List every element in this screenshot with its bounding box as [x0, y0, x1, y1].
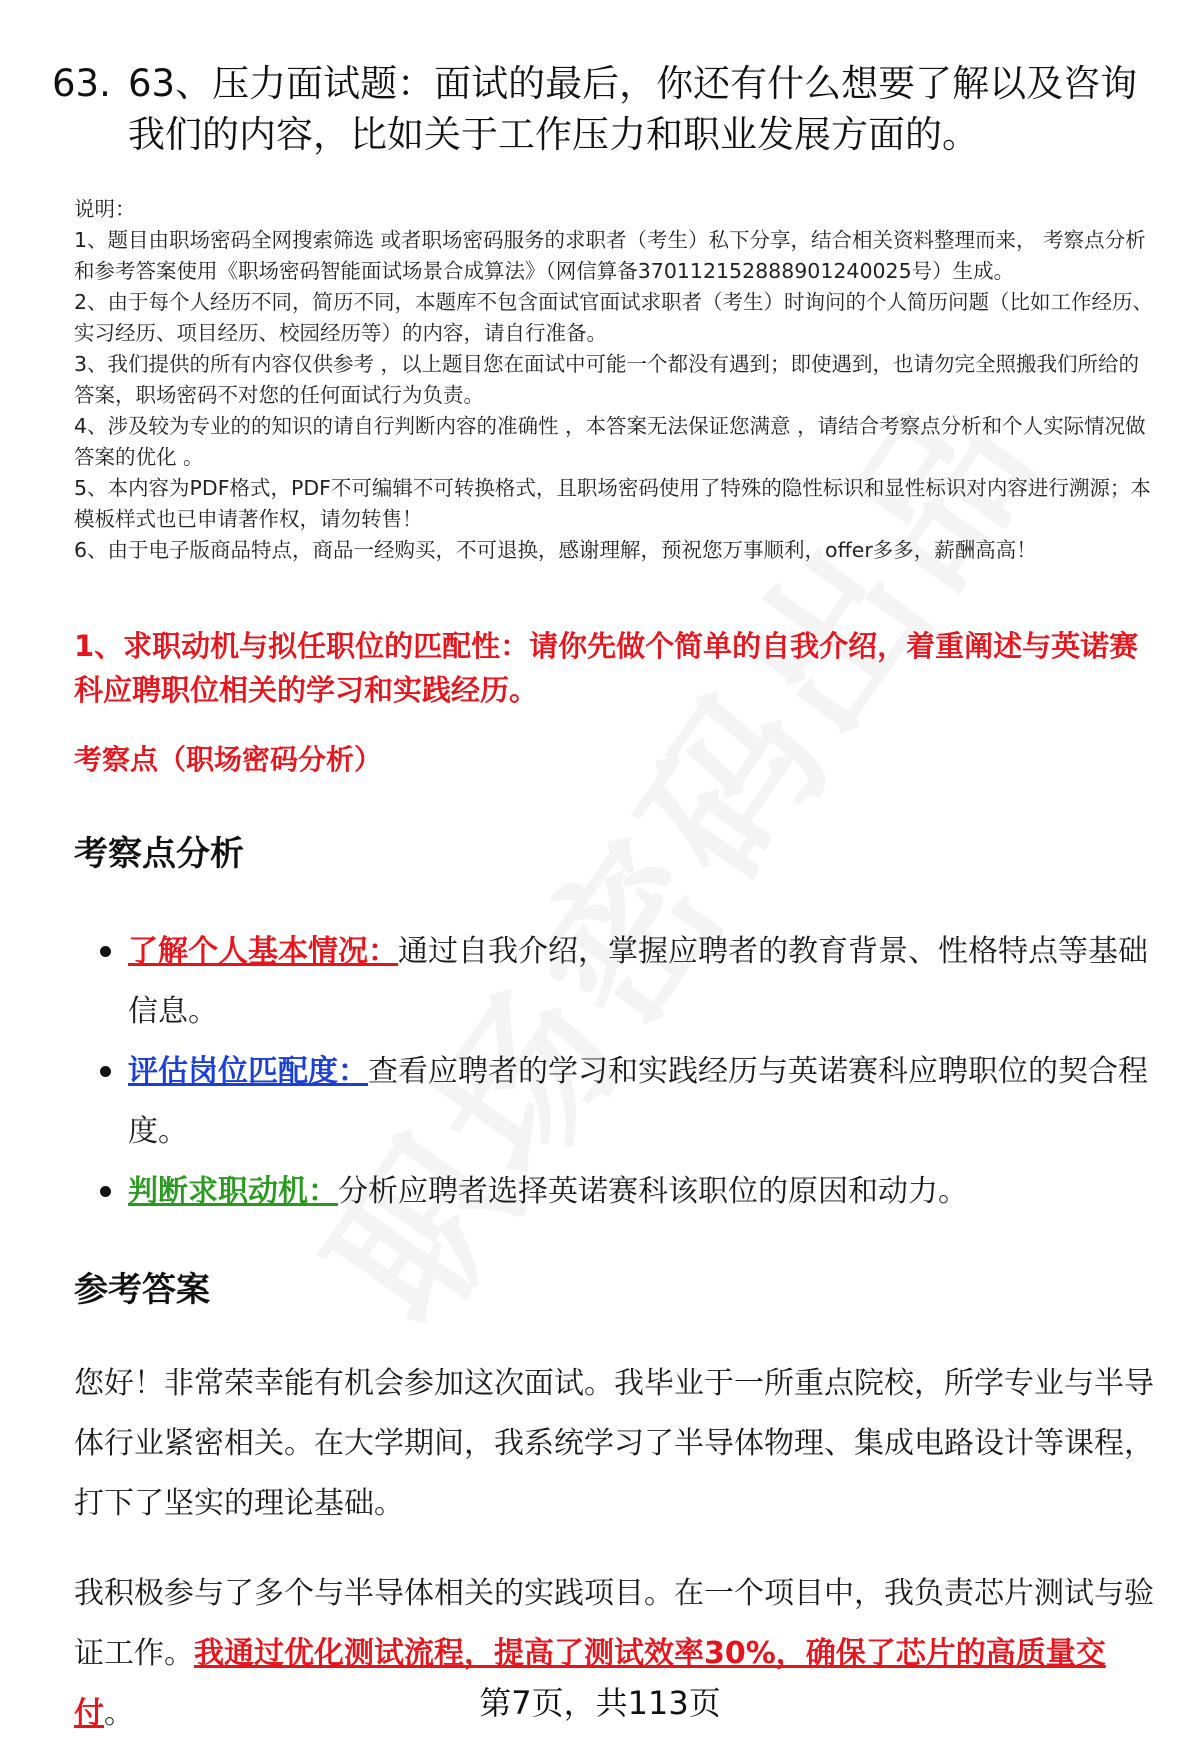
notes-heading: 说明： [74, 197, 136, 221]
bullet-text: 分析应聘者选择英诺赛科该职位的原因和动力。 [338, 1174, 968, 1209]
answer-paragraph: 您好！非常荣幸能有机会参加这次面试。我毕业于一所重点院校，所学专业与半导体行业紧密相关。在大学期间，我系统学习了半导体物理、集成电路设计等课程，打下了坚实的理论基础。 [74, 1366, 1154, 1521]
interview-question: 1、求职动机与拟任职位的匹配性：请你先做个简单的自我介绍，着重阐述与英诺赛科应聘职位相关的学习和实践经历。 [74, 629, 1139, 707]
note-item: 2、由于每个人经历不同，简历不同，本题库不包含面试官面试求职者（考生）时询问的个人简历问题（比如工作经历、实习经历、项目经历、校园经历等）的内容，请自行准备。 [74, 290, 1154, 345]
answer-text: 我积极参与了多个与半导体相关的实践项目。在一个项目中，我负责芯片测试与验证工作。 [74, 1576, 1154, 1671]
list-item [100, 1042, 1150, 1162]
bullet-text: 查看应聘者的学习和实践经历与英诺赛科应聘职位的契合程度。 [128, 1054, 1148, 1149]
list-item [100, 1162, 1150, 1222]
note-item: 1、题目由职场密码全网搜索筛选 或者职场密码服务的求职者（考生）私下分享，结合相关资料整理而来， 考察点分析和参考答案使用《职场密码智能面试场景合成算法》（网信算备370112152888901240025号）生成。 [74, 228, 1146, 283]
kaochadian-label: 考察点（职场密码分析） [74, 743, 383, 776]
answer-text: 。 [104, 1696, 134, 1731]
question-title [52, 58, 1152, 160]
analysis-list [100, 922, 1150, 1222]
note-item: 3、我们提供的所有内容仅供参考 ，以上题目您在面试中可能一个都没有遇到；即使遇到，也请勿完全照搬我们所给的答案，职场密码不对您的任何面试行为负责。 [74, 352, 1140, 407]
note-item: 4、涉及较为专业的的知识的请自行判断内容的准确性 ，本答案无法保证您满意 ，请结合考察点分析和个人实际情况做答案的优化 。 [74, 414, 1146, 469]
page-footer: 第7页，共113页 [479, 1684, 721, 1722]
question-text: 63、压力面试题：面试的最后，你还有什么想要了解以及咨询我们的内容，比如关于工作压力和职业发展方面的。 [128, 62, 1138, 156]
answer-heading: 参考答案 [74, 1270, 210, 1310]
notes-section [74, 194, 1154, 566]
bullet-label: 判断求职动机： [128, 1174, 338, 1209]
bullet-label: 了解个人基本情况： [128, 934, 398, 969]
question-number: 63. [52, 62, 111, 105]
bullet-text: 通过自我介绍，掌握应聘者的教育背景、性格特点等基础信息。 [128, 934, 1148, 1029]
note-item: 6、由于电子版商品特点，商品一经购买，不可退换，感谢理解，预祝您万事顺利，offer多多，薪酬高高！ [74, 538, 1037, 562]
answer-highlight: 我通过优化测试流程，提高了测试效率30%，确保了芯片的高质量交付 [74, 1636, 1106, 1731]
bullet-label: 评估岗位匹配度： [128, 1054, 368, 1089]
list-item [100, 922, 1150, 1042]
analysis-heading: 考察点分析 [74, 834, 244, 874]
note-item: 5、本内容为PDF格式，PDF不可编辑不可转换格式，且职场密码使用了特殊的隐性标识和显性标识对内容进行溯源；本模板样式也已申请著作权，请勿转售！ [74, 476, 1151, 531]
